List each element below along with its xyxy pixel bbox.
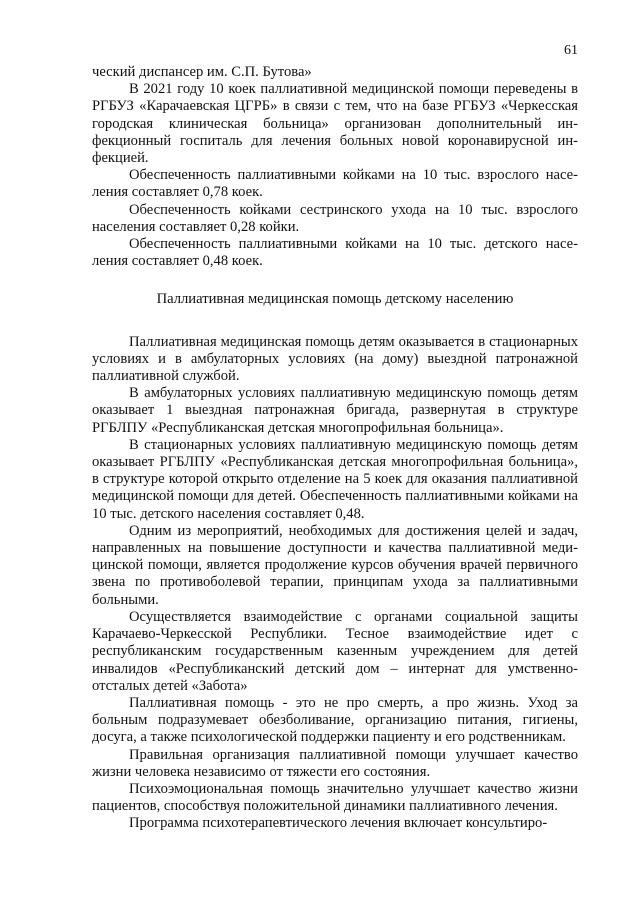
paragraph: Паллиативная медицинская помощь детям оказывается в стационарных условиях и в амбулаторных условиях (на дому) выездной патронажной паллиативной службой.	[92, 333, 578, 385]
section-heading: Паллиативная медицинская помощь детскому населению	[156, 291, 514, 308]
paragraph: Психоэмоциональная помощь значительно улучшает качество жизни пациентов, способствуя положительной динамики паллиативного лечения.	[92, 780, 578, 815]
paragraph: Одним из мероприятий, необходимых для достижения целей и задач, направленных на повышение доступности и качества паллиативной медицинской помощи, является продолжение курсов обучения врачей первичного звена по противоболевой терапии, принципам ухода за паллиативными больными.	[92, 522, 578, 608]
paragraph-continuation: ческий диспансер им. С.П. Бутова»	[92, 64, 312, 80]
page-content	[92, 64, 578, 833]
paragraph: Программа психотерапевтического лечения включает консультиро-	[129, 815, 548, 832]
paragraph: Обеспеченность паллиативными койками на 10 тыс. взрослого населения составляет 0,78 коек.	[92, 167, 578, 201]
paragraph: Паллиативная помощь - это не про смерть, а про жизнь. Уход за больным подразумевает обезболивание, организацию питания, гигиены, досуга, а также психологической поддержки пациенту и его родственникам.	[92, 694, 578, 746]
page-number: 61	[564, 43, 578, 58]
paragraph: Обеспеченность паллиативными койками на 10 тыс. детского населения составляет 0,48 коек.	[92, 236, 578, 270]
paragraph: В стационарных условиях паллиативную медицинскую помощь детям оказывает РГБЛПУ «Республиканская детская многопрофильная больница», в структуре которой открыто отделение на 5 коек для оказания паллиативной медицинской помощи для детей. Обеспеченность паллиативными койками на 10 тыс. детского населения составляет 0,48.	[92, 436, 578, 522]
paragraph: Осуществляется взаимодействие с органами социальной защиты Карачаево-Черкесской Республики. Тесное взаимодействие идет с республиканским государственным казенным учреждением для детей инвалидов «Республиканский детский дом – интернат для умственно-отсталых детей «Забота»	[92, 608, 578, 694]
paragraph: В амбулаторных условиях паллиативную медицинскую помощь детям оказывает 1 выездная патронажная бригада, развернутая в структуре РГБЛПУ «Республиканская детская многопрофильная больница».	[92, 385, 578, 436]
paragraph: В 2021 году 10 коек паллиативной медицинской помощи переведены в РГБУЗ «Карачаевская ЦГРБ» в связи с тем, что на базе РГБУЗ «Черкесская городская клиническая больница» организован дополнительный инфекционный госпиталь для лечения больных новой коронавирусной инфекцией.	[92, 81, 578, 167]
paragraph: Правильная организация паллиативной помощи улучшает качество жизни человека независимо от тяжести его состояния.	[92, 746, 578, 780]
paragraph: Обеспеченность койками сестринского ухода на 10 тыс. взрослого населения составляет 0,28 койки.	[92, 201, 578, 235]
